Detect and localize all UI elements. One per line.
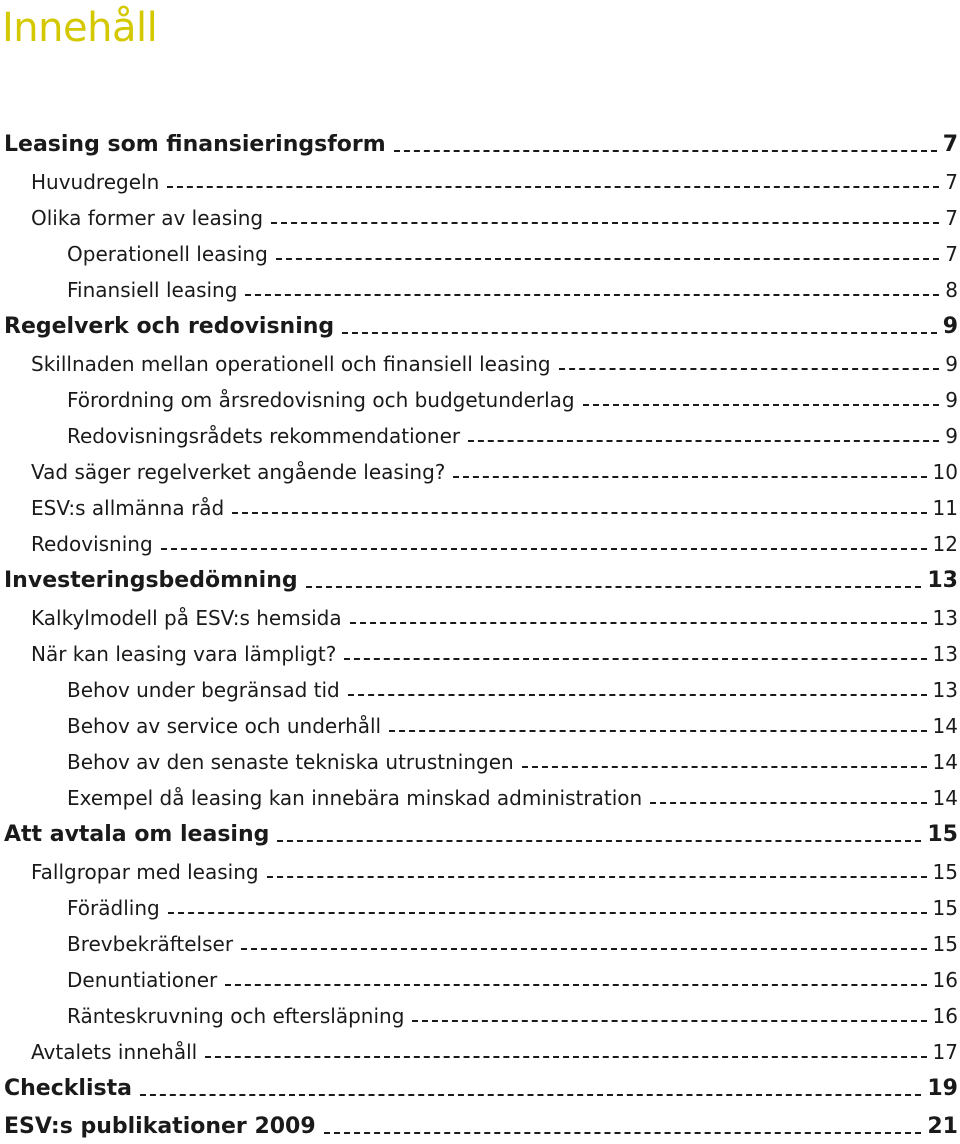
toc-leader-line — [232, 512, 926, 514]
toc-page-number: 13 — [932, 678, 958, 702]
toc-leader-line — [225, 984, 926, 986]
toc-entry-row[interactable] — [0, 742, 960, 778]
toc-entry-label: Checklista — [4, 1076, 132, 1101]
toc-leader-line — [394, 150, 937, 152]
toc-page-number: 19 — [927, 1076, 958, 1101]
toc-leader-line — [389, 730, 926, 732]
toc-page-number: 14 — [932, 750, 958, 774]
toc-entry-row[interactable] — [0, 234, 960, 270]
toc-leader-line — [522, 766, 927, 768]
toc-leader-line — [348, 694, 927, 696]
toc-leader-line — [468, 440, 939, 442]
toc-page-number: 15 — [932, 932, 958, 956]
toc-page-number: 13 — [932, 606, 958, 630]
toc-page-number: 15 — [932, 860, 958, 884]
toc-page-number: 15 — [932, 896, 958, 920]
toc-entry-row[interactable] — [0, 924, 960, 960]
toc-leader-line — [167, 186, 939, 188]
toc-leader-line — [583, 404, 940, 406]
toc-section-row[interactable] — [0, 306, 960, 344]
toc-leader-line — [267, 876, 927, 878]
toc-section-row[interactable] — [0, 1068, 960, 1106]
toc-entry-row[interactable] — [0, 198, 960, 234]
toc-leader-line — [205, 1056, 926, 1058]
toc-page-number: 21 — [927, 1114, 958, 1139]
toc-entry-row[interactable] — [0, 380, 960, 416]
toc-entry-label: Skillnaden mellan operationell och finansiell leasing — [31, 352, 551, 376]
toc-entry-label: Förädling — [67, 896, 160, 920]
toc-leader-line — [344, 658, 926, 660]
toc-page-number: 7 — [945, 170, 958, 194]
toc-section-row[interactable] — [0, 124, 960, 162]
toc-entry-row[interactable] — [0, 416, 960, 452]
toc-entry-label: Operationell leasing — [67, 242, 268, 266]
page-title: Innehåll — [2, 5, 158, 51]
toc-page-number: 14 — [932, 714, 958, 738]
toc-entry-label: Vad säger regelverket angående leasing? — [31, 460, 446, 484]
toc-page-number: 7 — [942, 132, 958, 157]
toc-entry-row[interactable] — [0, 344, 960, 380]
toc-leader-line — [276, 258, 939, 260]
toc-page-number: 9 — [945, 352, 958, 376]
toc-entry-label: Behov under begränsad tid — [67, 678, 340, 702]
toc-page-number: 9 — [945, 424, 958, 448]
toc-entry-row[interactable] — [0, 706, 960, 742]
toc-entry-label: Investeringsbedömning — [4, 568, 298, 593]
toc-leader-line — [306, 586, 922, 588]
toc-section-row[interactable] — [0, 1106, 960, 1144]
toc-entry-row[interactable] — [0, 1032, 960, 1068]
toc-entry-row[interactable] — [0, 888, 960, 924]
toc-page-number: 14 — [932, 786, 958, 810]
toc-entry-label: Denuntiationer — [67, 968, 218, 992]
toc-entry-row[interactable] — [0, 634, 960, 670]
toc-entry-label: Brevbekräftelser — [67, 932, 234, 956]
toc-leader-line — [277, 840, 921, 842]
toc-page-number: 9 — [942, 314, 958, 339]
toc-entry-label: ESV:s allmänna råd — [31, 496, 225, 520]
toc-entry-label: Olika former av leasing — [31, 206, 264, 230]
toc-section-row[interactable] — [0, 560, 960, 598]
toc-entry-label: Leasing som finansieringsform — [4, 132, 386, 157]
toc-page-number: 16 — [932, 1004, 958, 1028]
toc-leader-line — [140, 1094, 921, 1096]
toc-leader-line — [453, 476, 926, 478]
toc-entry-row[interactable] — [0, 270, 960, 306]
toc-entry-row[interactable] — [0, 598, 960, 634]
toc-leader-line — [161, 548, 927, 550]
toc-page-number: 9 — [945, 388, 958, 412]
toc-entry-row[interactable] — [0, 488, 960, 524]
toc-entry-label: Finansiell leasing — [67, 278, 238, 302]
toc-leader-line — [342, 332, 937, 334]
toc-page-number: 7 — [945, 242, 958, 266]
toc-entry-label: Avtalets innehåll — [31, 1040, 198, 1064]
toc-page-number: 10 — [932, 460, 958, 484]
toc-entry-label: Huvudregeln — [31, 170, 160, 194]
toc-leader-line — [412, 1020, 926, 1022]
toc-entry-label: Behov av service och underhåll — [67, 714, 382, 738]
toc-entry-row[interactable] — [0, 162, 960, 198]
toc-entry-label: ESV:s publikationer 2009 — [4, 1114, 316, 1139]
toc-page-number: 15 — [927, 822, 958, 847]
toc-entry-label: Behov av den senaste tekniska utrustningen — [67, 750, 514, 774]
toc-entry-row[interactable] — [0, 960, 960, 996]
toc-leader-line — [271, 222, 939, 224]
toc-entry-label: Regelverk och redovisning — [4, 314, 335, 339]
toc-entry-row[interactable] — [0, 778, 960, 814]
toc-entry-row[interactable] — [0, 670, 960, 706]
toc-entry-label: Att avtala om leasing — [4, 822, 270, 847]
toc-leader-line — [241, 948, 927, 950]
toc-entry-row[interactable] — [0, 996, 960, 1032]
toc-entry-row[interactable] — [0, 524, 960, 560]
table-of-contents — [0, 124, 960, 1144]
toc-page-number: 12 — [932, 532, 958, 556]
toc-entry-label: Redovisningsrådets rekommendationer — [67, 424, 461, 448]
toc-page-number: 17 — [932, 1040, 958, 1064]
toc-page-number: 7 — [945, 206, 958, 230]
toc-entry-label: Exempel då leasing kan innebära minskad administration — [67, 786, 643, 810]
toc-leader-line — [324, 1132, 922, 1134]
toc-page-number: 13 — [932, 642, 958, 666]
toc-entry-row[interactable] — [0, 452, 960, 488]
toc-page-number: 13 — [927, 568, 958, 593]
toc-leader-line — [650, 802, 926, 804]
toc-entry-label: Förordning om årsredovisning och budgetunderlag — [67, 388, 575, 412]
toc-entry-label: När kan leasing vara lämpligt? — [31, 642, 337, 666]
toc-entry-label: Fallgropar med leasing — [31, 860, 259, 884]
toc-leader-line — [168, 912, 927, 914]
toc-page-number: 8 — [945, 278, 958, 302]
toc-section-row[interactable] — [0, 814, 960, 852]
toc-entry-label: Ränteskruvning och eftersläpning — [67, 1004, 405, 1028]
toc-page-number: 16 — [932, 968, 958, 992]
toc-page-number: 11 — [932, 496, 958, 520]
toc-leader-line — [350, 622, 927, 624]
toc-leader-line — [559, 368, 940, 370]
toc-entry-row[interactable] — [0, 852, 960, 888]
toc-entry-label: Kalkylmodell på ESV:s hemsida — [31, 606, 342, 630]
toc-leader-line — [245, 294, 939, 296]
toc-entry-label: Redovisning — [31, 532, 153, 556]
